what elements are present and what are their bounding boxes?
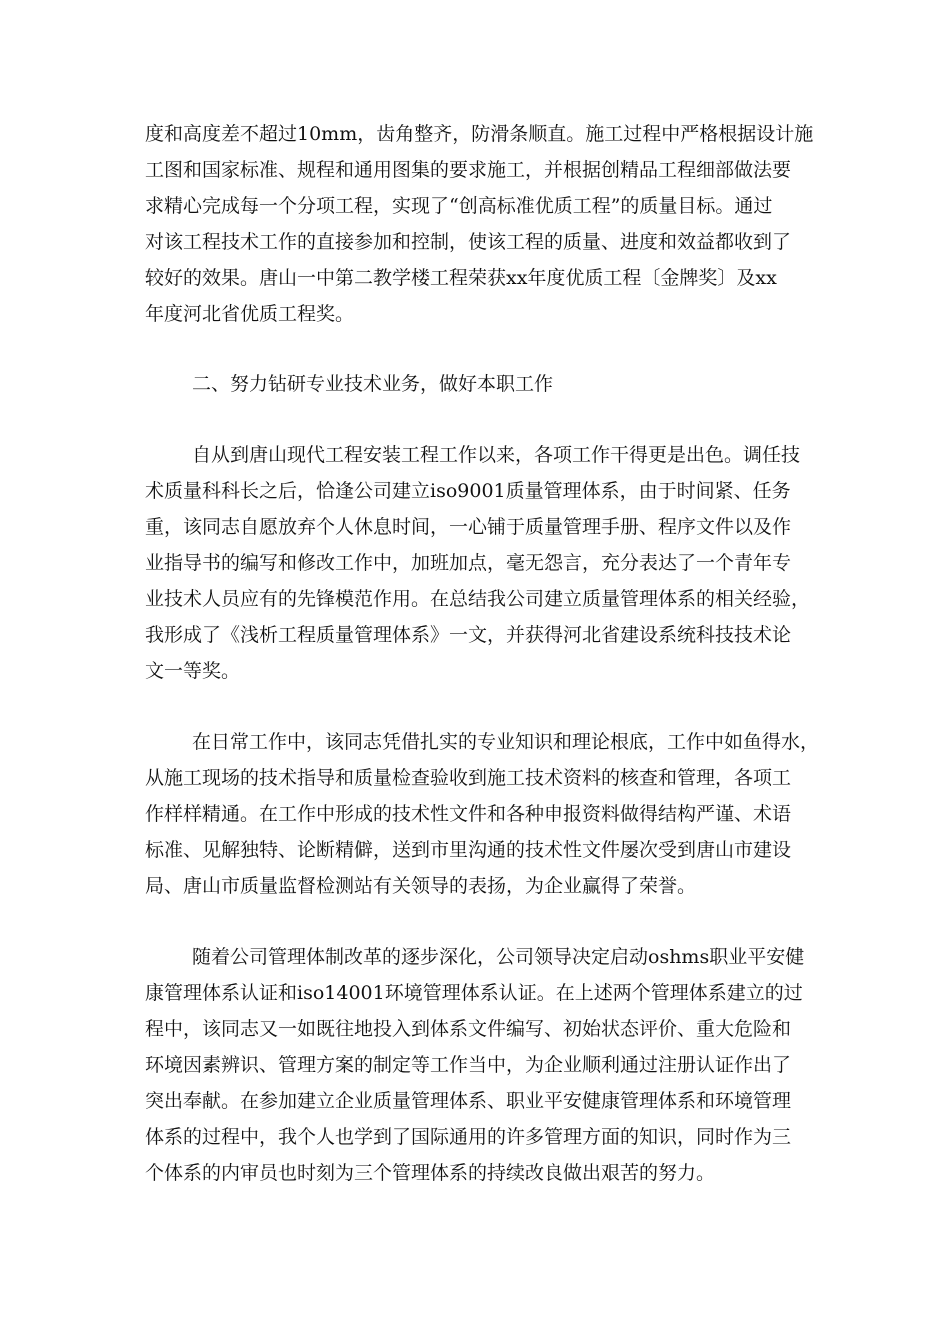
paragraph-line: 个体系的内审员也时刻为三个管理体系的持续改良做出艰苦的努力。 — [145, 1162, 716, 1184]
paragraph-line: 求精心完成每一个分项工程，实现了“创高标准优质工程”的质量目标。通过 — [145, 195, 773, 217]
paragraph-line: 较好的效果。唐山一中第二教学楼工程荣获xx年度优质工程〔金牌奖〕及xx — [145, 267, 777, 289]
paragraph-line: 文一等奖。 — [145, 660, 241, 682]
paragraph-line: 程中，该同志又一如既往地投入到体系文件编写、初始状态评价、重大危险和 — [145, 1018, 792, 1040]
paragraph-line: 体系的过程中，我个人也学到了国际通用的许多管理方面的知识，同时作为三 — [145, 1126, 792, 1148]
paragraph-line: 我形成了《浅析工程质量管理体系》一文，并获得河北省建设系统科技技术论 — [145, 624, 792, 646]
paragraph-line: 对该工程技术工作的直接参加和控制，使该工程的质量、进度和效益都收到了 — [145, 231, 792, 253]
paragraph-line: 业技术人员应有的先锋模范作用。在总结我公司建立质量管理体系的相关经验， — [145, 588, 811, 610]
paragraph-line: 随着公司管理体制改革的逐步深化，公司领导决定启动oshms职业平安健 — [192, 946, 805, 968]
paragraph-line: 重，该同志自愿放弃个人休息时间，一心铺于质量管理手册、程序文件以及作 — [145, 516, 792, 538]
paragraph-line: 度和高度差不超过10mm，齿角整齐，防滑条顺直。施工过程中严格根据设计施 — [145, 123, 814, 145]
paragraph-line: 工图和国家标准、规程和通用图集的要求施工，并根据创精品工程细部做法要 — [145, 159, 792, 181]
paragraph-line: 局、唐山市质量监督检测站有关领导的表扬，为企业赢得了荣誉。 — [145, 875, 697, 897]
paragraph-line: 自从到唐山现代工程安装工程工作以来，各项工作干得更是出色。调任技 — [192, 444, 801, 466]
paragraph-line: 术质量科科长之后，恰逢公司建立iso9001质量管理体系，由于时间紧、任务 — [145, 480, 791, 502]
paragraph-line: 从施工现场的技术指导和质量检查验收到施工技术资料的核查和管理，各项工 — [145, 767, 792, 789]
paragraph-line: 业指导书的编写和修改工作中，加班加点，毫无怨言，充分表达了一个青年专 — [145, 552, 792, 574]
paragraph-line: 环境因素辨识、管理方案的制定等工作当中，为企业顺利通过注册认证作出了 — [145, 1054, 792, 1076]
paragraph-line: 突出奉献。在参加建立企业质量管理体系、职业平安健康管理体系和环境管理 — [145, 1090, 792, 1112]
paragraph-line: 康管理体系认证和iso14001环境管理体系认证。在上述两个管理体系建立的过 — [145, 982, 803, 1004]
paragraph-line: 作样样精通。在工作中形成的技术性文件和各种申报资料做得结构严谨、术语 — [145, 803, 792, 825]
paragraph-line: 标准、见解独特、论断精僻，送到市里沟通的技术性文件屡次受到唐山市建设 — [145, 839, 792, 861]
section-heading: 二、努力钻研专业技术业务，做好本职工作 — [192, 373, 554, 395]
paragraph-line: 在日常工作中，该同志凭借扎实的专业知识和理论根底，工作中如鱼得水， — [192, 731, 820, 753]
paragraph-line: 年度河北省优质工程奖。 — [145, 303, 355, 325]
